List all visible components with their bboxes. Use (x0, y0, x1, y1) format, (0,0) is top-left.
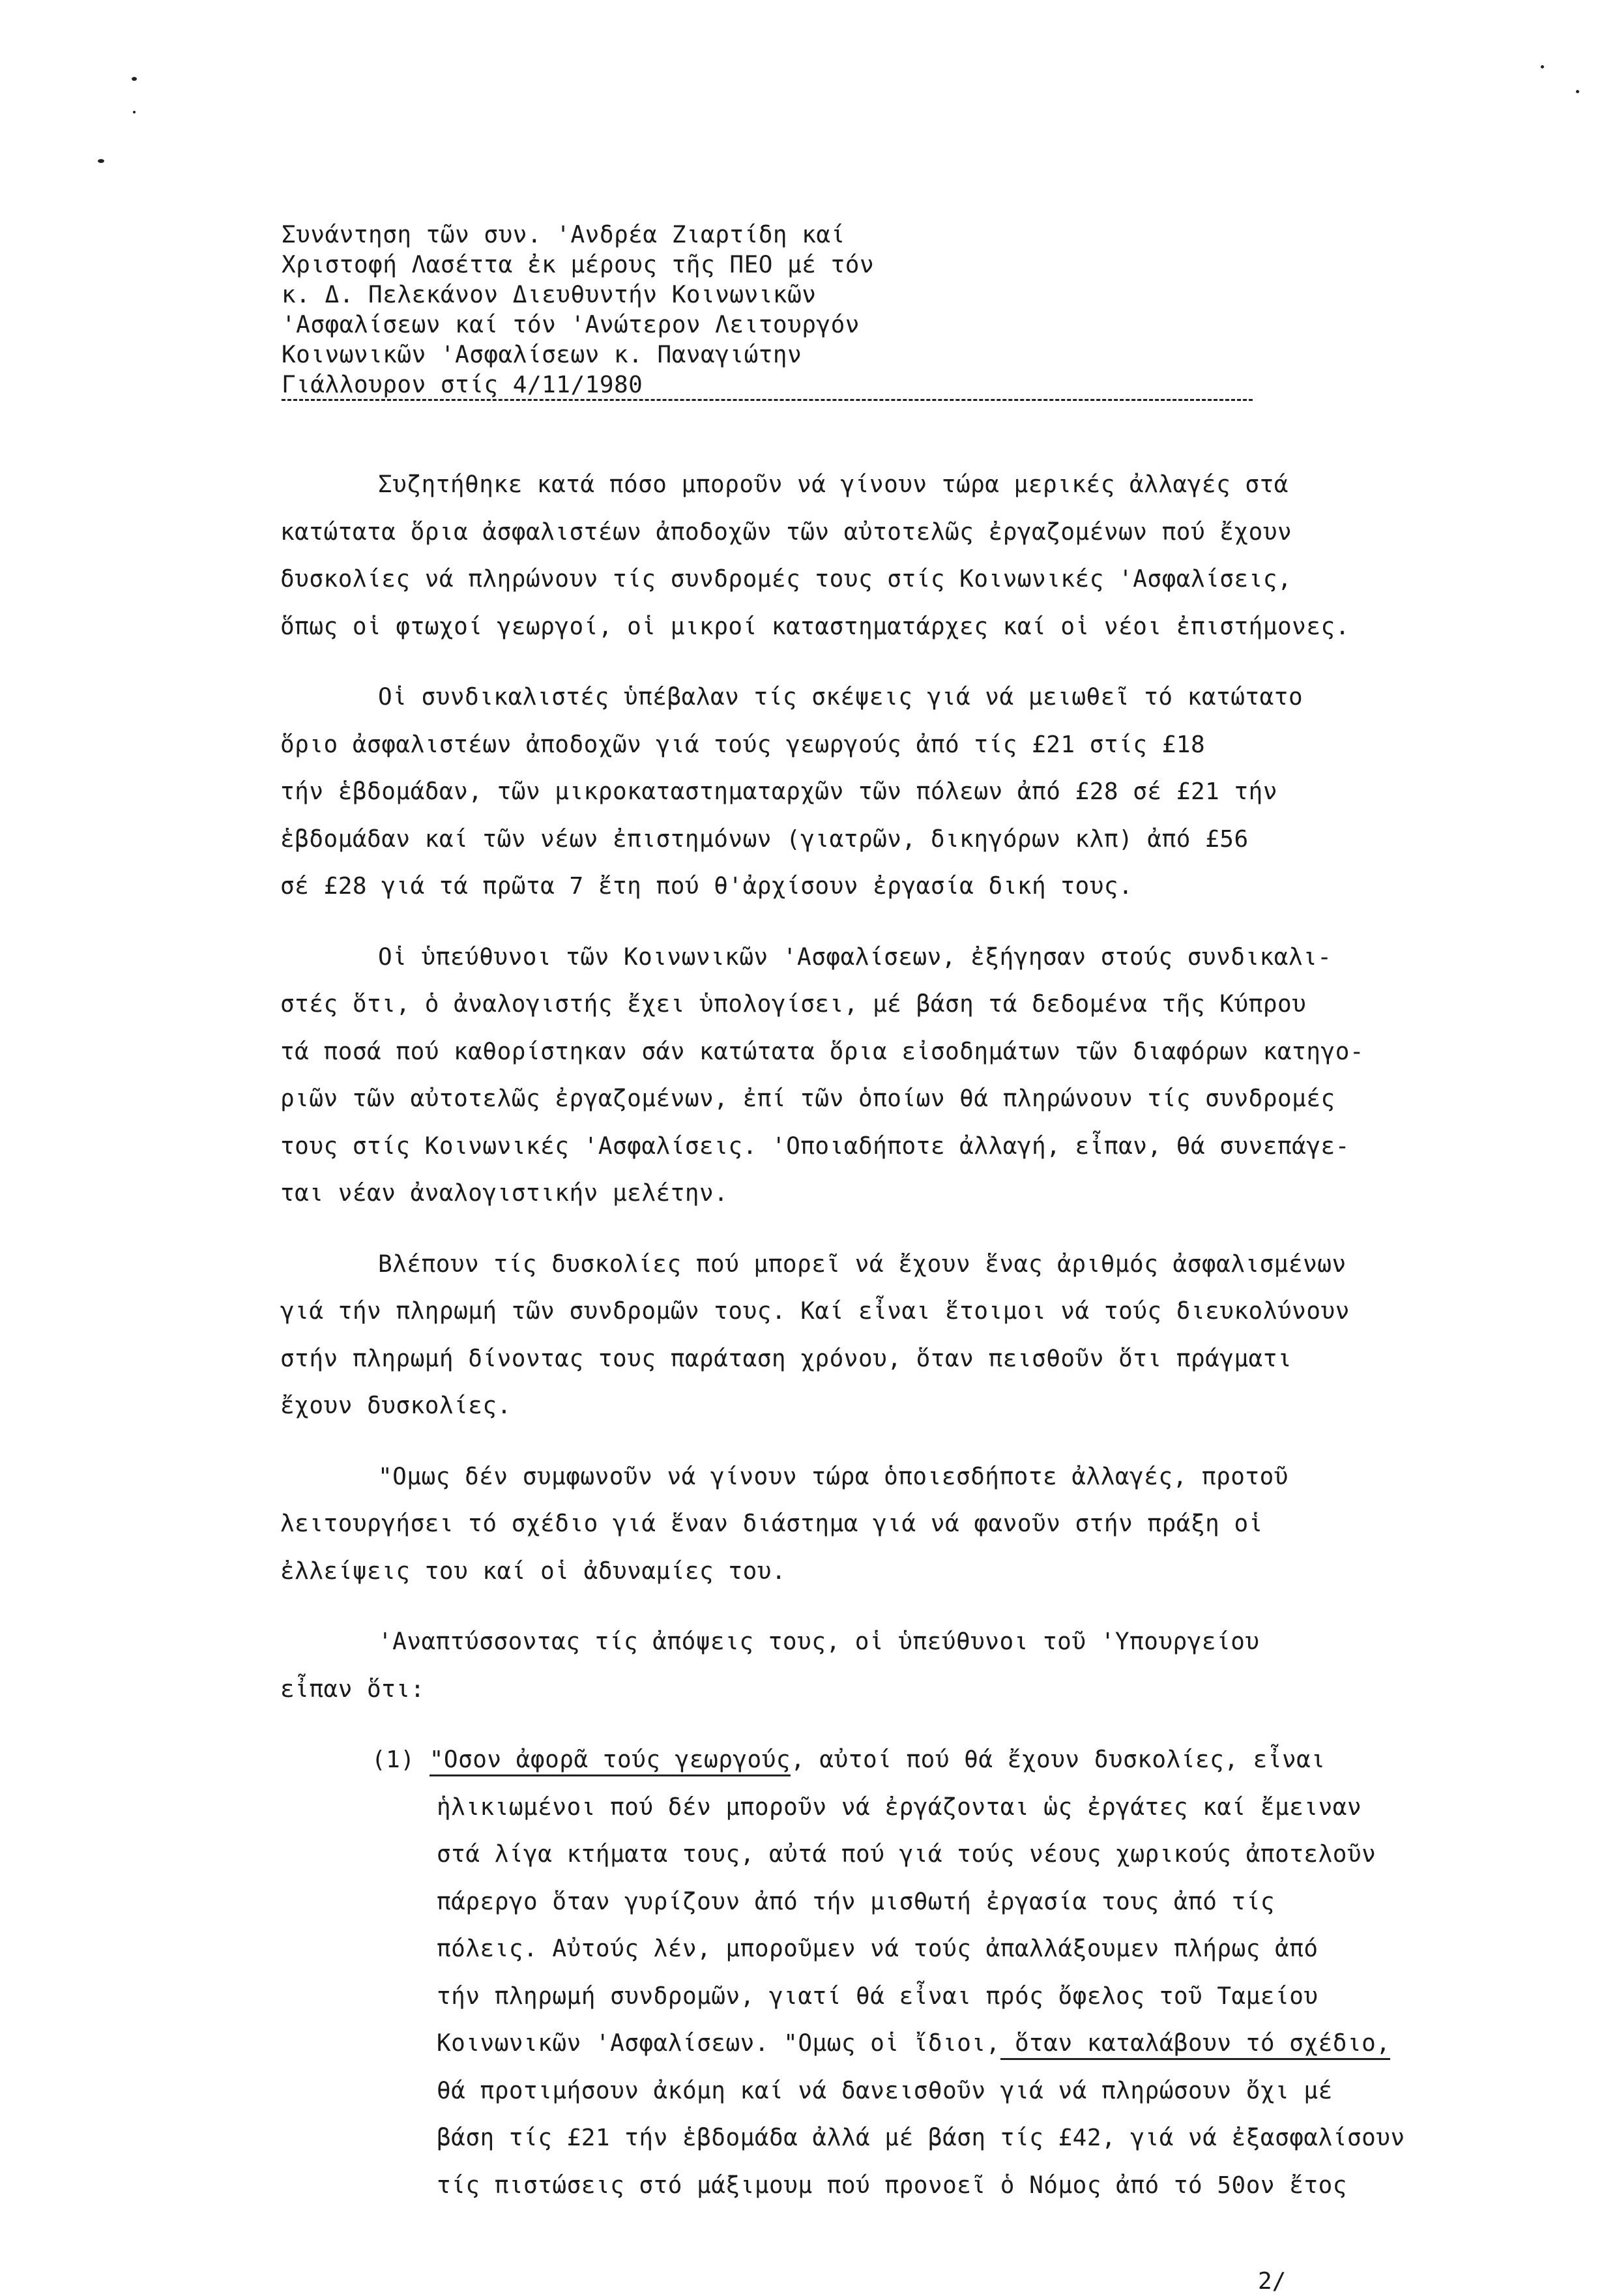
letter-body (280, 462, 1519, 2233)
text-line: ται νέαν ἀναλογιστικήν μελέτην. (280, 1180, 729, 1207)
header-line: κ. Δ. Πελεκάνον Διευθυντήν Κοινωνικῶν (282, 282, 817, 308)
item-underlined-lead: "Οσον ἀφορᾶ τούς γεωργούς (430, 1746, 791, 1776)
text-line: Συζητήθηκε κατά πόσο μποροῦν νά γίνουν τώρα μερικές ἀλλαγές στά (378, 471, 1289, 498)
text-line: Βλέπουν τίς δυσκολίες πού μπορεῖ νά ἔχουν ἕνας ἀριθμός ἀσφαλισμένων (378, 1250, 1347, 1278)
text-line: ριῶν τῶν αὐτοτελῶς ἐργαζομένων, ἐπί τῶν ὁποίων θά πληρώνουν τίς συνδρομές (280, 1085, 1335, 1112)
text-line (280, 2020, 1519, 2068)
text-line: γιά τήν πληρωμή τῶν συνδρομῶν τους. Καί εἶναι ἕτοιμοι νά τούς διευκολύνουν (280, 1298, 1350, 1325)
header-line: 'Ασφαλίσεων καί τόν 'Ανώτερον Λειτουργόν (282, 312, 860, 338)
header-line: Κοινωνικῶν 'Ασφαλίσεων κ. Παναγιώτην (282, 342, 802, 368)
text-line: ἐλλείψεις του καί οἱ ἀδυναμίες του. (280, 1557, 787, 1585)
text-line: 'Αναπτύσσοντας τίς ἀπόψεις τους, οἱ ὑπεύθυνοι τοῦ 'Υπουργείου (378, 1628, 1260, 1655)
text-line: βάση τίς £21 τήν ἑβδομάδα ἀλλά μέ βάση τίς £42, γιά νά ἐξασφαλίσουν (437, 2125, 1405, 2151)
line7-underlined: ὅταν καταλάβουν τό σχέδιο, (1000, 2030, 1391, 2060)
scan-speck (133, 111, 136, 113)
text-line: κατώτατα ὅρια ἀσφαλιστέων ἀποδοχῶν τῶν αὐτοτελῶς ἐργαζομένων πού ἔχουν (280, 518, 1292, 546)
header-line: Χριστοφή Λασέττα ἐκ μέρους τῆς ΠΕΟ μέ τόν (282, 252, 875, 278)
text-line: δυσκολίες νά πληρώνουν τίς συνδρομές τους στίς Κοινωνικές 'Ασφαλίσεις, (280, 566, 1292, 593)
text-line: στά λίγα κτήματα τους, αὐτά πού γιά τούς νέους χωρικούς ἀποτελοῦν (437, 1841, 1376, 1868)
meeting-header (282, 220, 998, 400)
paragraph-6 (280, 1619, 1519, 1713)
paragraph-2 (280, 674, 1519, 911)
text-line: στήν πληρωμή δίνοντας τους παράταση χρόνου, ὅταν πεισθοῦν ὅτι πράγματι (280, 1345, 1292, 1372)
text-line: "Ομως δέν συμφωνοῦν νά γίνουν τώρα ὁποιεσδήποτε ἀλλαγές, προτοῦ (378, 1463, 1289, 1490)
header-date-line (282, 370, 998, 400)
text-line: σέ £28 γιά τά πρῶτα 7 ἔτη πού θ'ἀρχίσουν ἐργασία δική τους. (280, 873, 1133, 900)
text-line: θά προτιμήσουν ἀκόμη καί νά δανεισθοῦν γιά νά πληρώσουν ὄχι μέ (437, 2077, 1333, 2104)
text-line: ὅριο ἀσφαλιστέων ἀποδοχῶν γιά τούς γεωργούς ἀπό τίς £21 στίς £18 (280, 731, 1206, 758)
scan-speck (1576, 90, 1579, 93)
scan-speck (1541, 65, 1544, 68)
text-line: τήν ἑβδομάδαν, τῶν μικροκαταστηματαρχῶν τῶν πόλεων ἀπό £28 σέ £21 τήν (280, 778, 1277, 805)
paragraph-1 (280, 462, 1519, 651)
text-line: πόλεις. Αὐτούς λέν, μποροῦμεν νά τούς ἀπαλλάξουμεν πλήρως ἀπό (437, 1935, 1318, 1962)
paragraph-4 (280, 1241, 1519, 1430)
header-date-text: Γιάλλουρον στίς 4/11/1980 (282, 372, 643, 398)
text-line: στές ὅτι, ὁ ἀναλογιστής ἔχει ὑπολογίσει, μέ βάση τά δεδομένα τῆς Κύπρου (280, 991, 1307, 1018)
text-line: ἡλικιωμένοι πού δέν μποροῦν νά ἐργάζονται ὡς ἐργάτες καί ἔμειναν (437, 1793, 1362, 1821)
item-number: (1) (371, 1746, 415, 1773)
list-item-1 (280, 1737, 1519, 2209)
line7-start: Κοινωνικῶν 'Ασφαλίσεων. "Ομως οἱ ἴδιοι, (437, 2030, 1000, 2057)
header-line: Συνάντηση τῶν συν. 'Ανδρέα Ζιαρτίδη καί (282, 222, 845, 248)
text-line: τά ποσά πού καθορίστηκαν σάν κατώτατα ὅρια εἰσοδημάτων τῶν διαφόρων κατηγο- (280, 1038, 1365, 1065)
item-first-line (280, 1737, 1519, 1784)
header-underline (282, 399, 1253, 401)
paragraph-3 (280, 934, 1519, 1218)
text-line: τήν πληρωμή συνδρομῶν, γιατί θά εἶναι πρός ὄφελος τοῦ Ταμείου (437, 1982, 1318, 2010)
page-number: 2/ (1258, 2268, 1287, 2295)
text-line: Οἱ συνδικαλιστές ὑπέβαλαν τίς σκέψεις γιά νά μειωθεῖ τό κατώτατο (378, 684, 1303, 711)
paragraph-5 (280, 1454, 1519, 1596)
text-line: πάρεργο ὅταν γυρίζουν ἀπό τήν μισθωτή ἐργασία τους ἀπό τίς (437, 1888, 1275, 1915)
text-line: ἔχουν δυσκολίες. (280, 1392, 512, 1419)
scan-speck (98, 159, 104, 163)
text-line: ὅπως οἱ φτωχοί γεωργοί, οἱ μικροί καταστηματάρχες καί οἱ νέοι ἐπιστήμονες. (280, 613, 1350, 640)
text-line: εἶπαν ὅτι: (280, 1675, 425, 1703)
item-first-rest: , αὐτοί πού θά ἔχουν δυσκολίες, εἶναι (791, 1746, 1326, 1773)
text-line: Οἱ ὑπεύθυνοι τῶν Κοινωνικῶν 'Ασφαλίσεων, ἐξήγησαν στούς συνδικαλι- (378, 943, 1332, 971)
text-line: τους στίς Κοινωνικές 'Ασφαλίσεις. 'Οποιαδήποτε ἀλλαγή, εἶπαν, θά συνεπάγε- (280, 1132, 1350, 1160)
scan-speck (132, 77, 137, 81)
text-line: τίς πιστώσεις στό μάξιμουμ πού προνοεῖ ὁ Νόμος ἀπό τό 50ον ἔτος (437, 2171, 1347, 2199)
text-line: ἑβδομάδαν καί τῶν νέων ἐπιστημόνων (γιατρῶν, δικηγόρων κλπ) ἀπό £56 (280, 825, 1249, 853)
text-line: λειτουργήσει τό σχέδιο γιά ἕναν διάστημα γιά νά φανοῦν στήν πράξη οἱ (280, 1510, 1263, 1537)
